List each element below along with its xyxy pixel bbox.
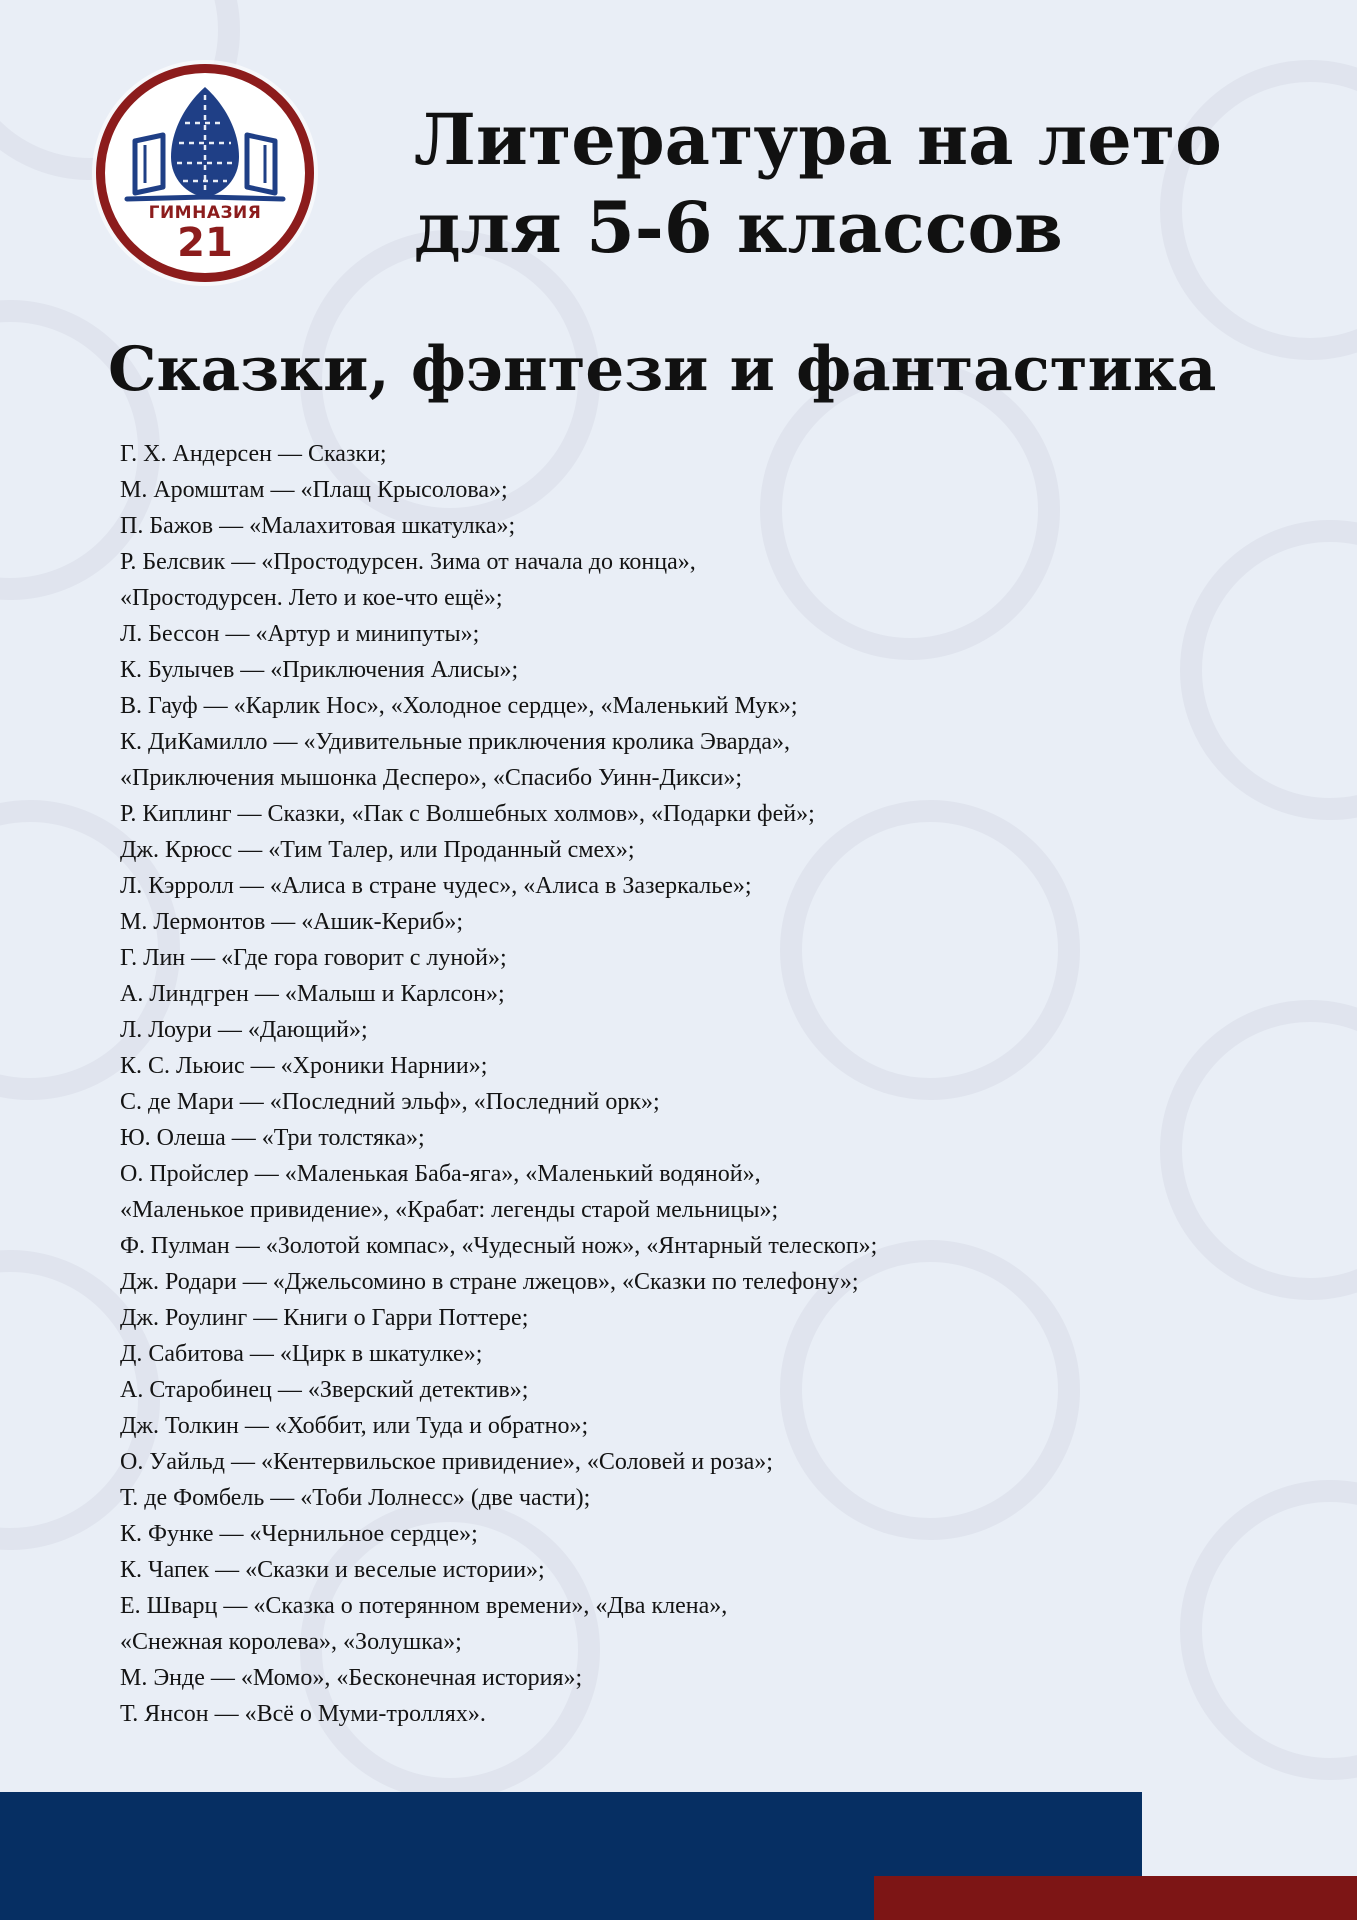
list-item: К. Функе — «Чернильное сердце»; (120, 1521, 478, 1547)
list-item: Ф. Пулман — «Золотой компас», «Чудесный нож», «Янтарный телескоп»; (120, 1233, 878, 1259)
book-list (120, 436, 1220, 1732)
list-item: О. Уайльд — «Кентервильское привидение», «Соловей и роза»; (120, 1449, 773, 1475)
list-item: Т. де Фомбель — «Тоби Лолнесс» (две части); (120, 1485, 591, 1511)
list-item: Е. Шварц — «Сказка о потерянном времени», «Два клена», (120, 1593, 728, 1619)
list-item: Дж. Роулинг — Книги о Гарри Поттере; (120, 1305, 529, 1331)
school-name: ГИМНАЗИЯ (148, 203, 262, 223)
page-title (414, 96, 1314, 272)
school-number: 21 (177, 220, 233, 266)
list-item: В. Гауф — «Карлик Нос», «Холодное сердце», «Маленький Мук»; (120, 693, 798, 719)
list-item: К. ДиКамилло — «Удивительные приключения кролика Эварда», (120, 729, 791, 755)
list-item: А. Старобинец — «Зверский детектив»; (120, 1377, 529, 1403)
footer-red-bar (874, 1876, 1357, 1920)
list-item: Ю. Олеша — «Три толстяка»; (120, 1125, 425, 1151)
list-item: Г. Х. Андерсен — Сказки; (120, 441, 387, 467)
list-item: А. Линдгрен — «Малыш и Карлсон»; (120, 981, 505, 1007)
list-item: П. Бажов — «Малахитовая шкатулка»; (120, 513, 516, 539)
page-title-line-2: для 5-6 классов (414, 186, 1063, 269)
list-item: Р. Киплинг — Сказки, «Пак с Волшебных холмов», «Подарки фей»; (120, 801, 815, 827)
list-item: М. Энде — «Момо», «Бесконечная история»; (120, 1665, 583, 1691)
section-title: Сказки, фэнтези и фантастика (108, 334, 1217, 405)
list-item: Дж. Крюсс — «Тим Талер, или Проданный смех»; (120, 837, 635, 863)
list-item: О. Пройслер — «Маленькая Баба-яга», «Маленький водяной», (120, 1161, 761, 1187)
list-item: М. Аромштам — «Плащ Крысолова»; (120, 477, 508, 503)
list-item: Д. Сабитова — «Цирк в шкатулке»; (120, 1341, 483, 1367)
list-item: К. С. Льюис — «Хроники Нарнии»; (120, 1053, 488, 1079)
page-title-line-1: Литература на лето (414, 98, 1222, 181)
list-item: Р. Белсвик — «Простодурсен. Зима от начала до конца», (120, 549, 696, 575)
list-item: Л. Лоури — «Дающий»; (120, 1017, 368, 1043)
list-item: Дж. Родари — «Джельсомино в стране лжецов», «Сказки по телефону»; (120, 1269, 859, 1295)
list-item: С. де Мари — «Последний эльф», «Последний орк»; (120, 1089, 660, 1115)
list-item: «Приключения мышонка Десперо», «Спасибо Уинн-Дикси»; (120, 765, 742, 791)
list-item: Л. Кэрролл — «Алиса в стране чудес», «Алиса в Зазеркалье»; (120, 873, 752, 899)
list-item: Дж. Толкин — «Хоббит, или Туда и обратно»; (120, 1413, 589, 1439)
list-item: К. Булычев — «Приключения Алисы»; (120, 657, 519, 683)
list-item: К. Чапек — «Сказки и веселые истории»; (120, 1557, 545, 1583)
list-item: Л. Бессон — «Артур и минипуты»; (120, 621, 480, 647)
list-item: «Снежная королева», «Золушка»; (120, 1629, 462, 1655)
list-item: «Простодурсен. Лето и кое-что ещё»; (120, 585, 503, 611)
list-item: Г. Лин — «Где гора говорит с луной»; (120, 945, 507, 971)
school-logo (96, 64, 314, 282)
list-item: Т. Янсон — «Всё о Муми-троллях». (120, 1701, 486, 1727)
list-item: М. Лермонтов — «Ашик-Кериб»; (120, 909, 464, 935)
list-item: «Маленькое привидение», «Крабат: легенды старой мельницы»; (120, 1197, 779, 1223)
